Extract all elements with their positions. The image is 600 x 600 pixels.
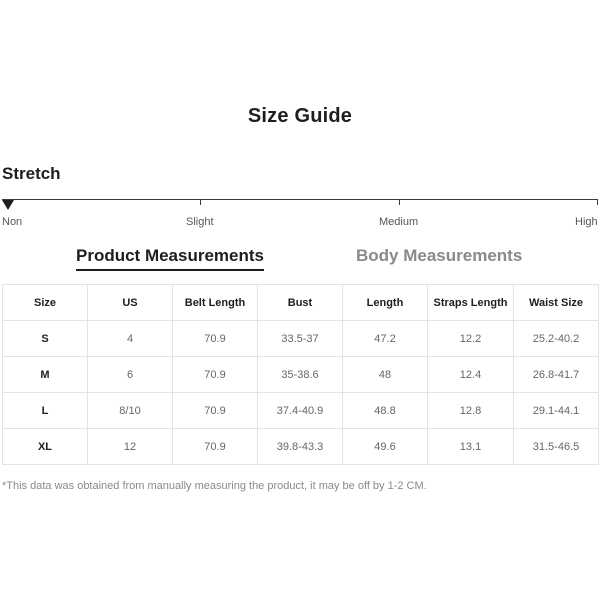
table-cell: 48.8 xyxy=(343,393,428,429)
table-cell: 12.2 xyxy=(428,321,514,357)
table-cell: 39.8-43.3 xyxy=(258,429,343,465)
table-cell: 70.9 xyxy=(173,393,258,429)
table-cell: 6 xyxy=(88,357,173,393)
stretch-scale-line xyxy=(2,199,598,200)
stretch-tick-medium xyxy=(399,199,400,205)
stretch-indicator-icon xyxy=(2,200,14,210)
table-cell: 33.5-37 xyxy=(258,321,343,357)
stretch-level-non: Non xyxy=(2,216,23,228)
table-header-row xyxy=(3,285,599,321)
table-cell: L xyxy=(3,393,88,429)
table-cell: 47.2 xyxy=(343,321,428,357)
column-header: Size xyxy=(3,285,88,321)
table-cell: 12.8 xyxy=(428,393,514,429)
stretch-level-medium: Medium xyxy=(379,216,419,228)
column-header: Length xyxy=(343,285,428,321)
stretch-level-high: High xyxy=(575,216,598,228)
size-table xyxy=(2,284,599,465)
table-cell: 31.5-46.5 xyxy=(514,429,599,465)
table-cell: XL xyxy=(3,429,88,465)
table-cell: 49.6 xyxy=(343,429,428,465)
table-cell: 48 xyxy=(343,357,428,393)
table-cell: 37.4-40.9 xyxy=(258,393,343,429)
measurement-note: *This data was obtained from manually measuring the product, it may be off by 1-2 CM. xyxy=(2,480,427,492)
stretch-tick-slight xyxy=(200,199,201,205)
table-cell: 12 xyxy=(88,429,173,465)
table-cell: 70.9 xyxy=(173,357,258,393)
table-row xyxy=(3,321,599,357)
table-cell: 26.8-41.7 xyxy=(514,357,599,393)
column-header: Straps Length xyxy=(428,285,514,321)
stretch-tick-high xyxy=(597,199,598,205)
table-cell: S xyxy=(3,321,88,357)
tab-product-measurements[interactable]: Product Measurements xyxy=(76,246,264,271)
table-cell: 35-38.6 xyxy=(258,357,343,393)
table-row xyxy=(3,357,599,393)
table-cell: 12.4 xyxy=(428,357,514,393)
table-cell: M xyxy=(3,357,88,393)
stretch-label: Stretch xyxy=(2,164,61,183)
column-header: Belt Length xyxy=(173,285,258,321)
tab-body-measurements[interactable]: Body Measurements xyxy=(356,246,523,265)
stretch-level-slight: Slight xyxy=(186,216,214,228)
table-row xyxy=(3,393,599,429)
column-header: Bust xyxy=(258,285,343,321)
table-cell: 70.9 xyxy=(173,321,258,357)
table-cell: 4 xyxy=(88,321,173,357)
table-cell: 25.2-40.2 xyxy=(514,321,599,357)
column-header: Waist Size xyxy=(514,285,599,321)
table-cell: 29.1-44.1 xyxy=(514,393,599,429)
table-row xyxy=(3,429,599,465)
table-cell: 13.1 xyxy=(428,429,514,465)
table-cell: 8/10 xyxy=(88,393,173,429)
table-cell: 70.9 xyxy=(173,429,258,465)
page-title: Size Guide xyxy=(247,105,353,127)
column-header: US xyxy=(88,285,173,321)
